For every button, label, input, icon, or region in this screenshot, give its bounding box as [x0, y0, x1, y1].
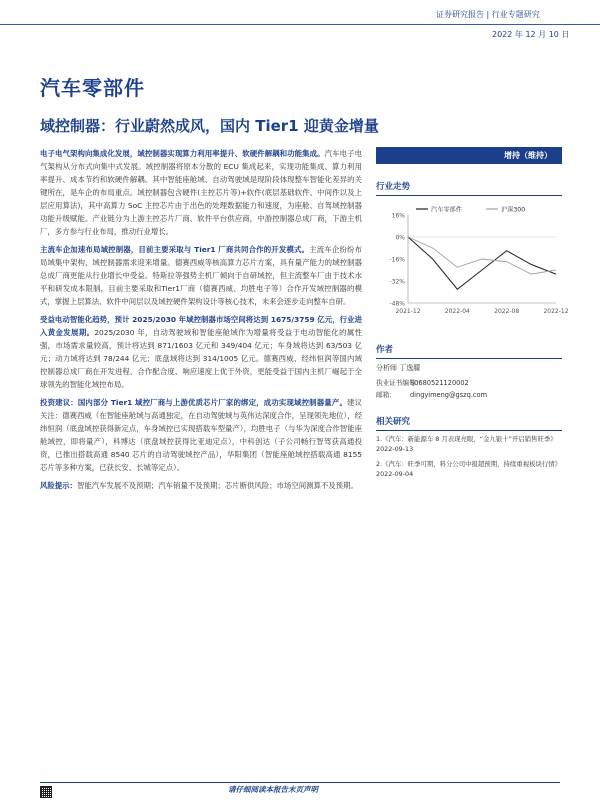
footer-disclaimer: 请仔细阅读本报告末页声明	[228, 785, 318, 794]
header-divider	[0, 24, 600, 25]
y-tick-label: -48%	[389, 300, 405, 308]
series-line-1	[408, 237, 556, 274]
related-heading: 相关研究	[376, 415, 562, 431]
paragraph-body: 汽车电子电气架构从分布式向集中式发展。域控制器将原本分散的 ECU 集成起来，实现功能集成、算力利用率提升、成本节约和软硬件解耦。其中智能座舱域、自动驾驶域是现阶段体现整车智能化差异的关键所在，是车企的布局重点。域控制器包含硬件(主控芯片等)+软件(底层基础软件、中间件以及上层应用算法)，其中高算力 SoC 主控芯片由于出色的处理数据能力和速度，为座舱、自驾域控制器功能升级赋能。产业链分为上游主控芯片厂商、软件平台供应商，中游控制器总成厂商，下游主机厂，多方参与行业布局，推动行业增长。	[40, 149, 362, 236]
report-type-header: 证券研究报告 | 行业专题研究	[436, 10, 540, 19]
related-list	[376, 434, 562, 484]
y-tick-label: -32%	[389, 278, 405, 286]
paragraph-body: 主流车企纷纷布局域集中架构，域控制器需求迎来增量。德赛西威等核高算力芯片方案，具有量产能力的域控制器总成厂商更能从行业增长中受益。特斯拉等强势主机厂倾向于自研域控，但主流整车厂由于技术水平和研发成本限制，目前主要采取和Tier1厂商（德赛西威、均胜电子等）合作开发域控制器的模式，掌握上层算法、软件中间层以及域控硬件架构设计等核心技术，未来会逐步走向整车自研。	[40, 245, 362, 306]
row-key: 邮箱：	[376, 391, 396, 399]
report-date: 2022 年 12 月 10 日	[492, 30, 570, 39]
row-key: 执业证书编号：	[376, 379, 423, 387]
x-tick-label: 2021-12	[395, 308, 421, 315]
main-body	[40, 147, 362, 497]
y-tick-label: -16%	[389, 256, 405, 264]
x-tick-label: 2022-12	[543, 308, 569, 315]
sector-title: 汽车零部件	[40, 76, 145, 100]
footer-divider	[40, 782, 560, 783]
paragraph-lead: 投资建议：国内部分 Tier1 域控厂商与上游优质芯片厂家的绑定，成功实现域控制器量产。	[40, 398, 348, 407]
y-tick-label: 0%	[395, 234, 405, 242]
related-item[interactable]: 2.《汽车：旺季可期，料分公司中报超预期，持续重视板块行情》2022-09-04	[376, 460, 562, 478]
paragraph-investment	[40, 396, 362, 474]
paragraph-lead: 电子电气架构向集成化发展，域控制器实现算力利用率提升、软硬件解耦和功能集成。	[40, 149, 325, 158]
report-title: 域控制器：行业蔚然成风，国内 Tier1 迎黄金增量	[40, 117, 379, 135]
paragraph-architecture	[40, 147, 362, 238]
paragraph-oem	[40, 243, 362, 308]
paragraph-body: 2025/2030 年，自动驾驶域和智能座舱域作为增量将受益于电动智能化的属性强，市场需求量较高，预计将达到 871/1603 亿元和 349/404 亿元；车身域将达到 63/503 亿元；动力域将达到 78/244 亿元；底盘域将达到 314/1005 亿元。德赛西威、经纬恒润等国内域控制器总成厂商在开发进程、合作配合度、响应速度上优于外资，更能受益于国内主机厂崛起于全球领先的智能化域控布局。	[40, 328, 362, 389]
paragraph-lead: 主流车企加速布局域控制器，目前主要采取与 Tier1 厂商共同合作的开发模式。	[40, 245, 310, 254]
legend-label-0: 汽车零部件	[431, 206, 462, 214]
trend-chart	[376, 203, 569, 331]
series-line-0	[408, 237, 556, 289]
paragraph-lead: 受益电动智能化趋势，预计 2025/2030 年域控制器市场空间将达到 1675/3759 亿元，行业进入黄金发展期。	[40, 315, 362, 337]
analyst-name: 分析师 丁逸朦	[376, 364, 421, 372]
x-tick-label: 2022-08	[494, 308, 520, 315]
email-row	[376, 389, 487, 399]
paragraph-body: 建议关注：德赛西威（在智能座舱域与高通独定，在自动驾驶域与英伟达深度合作，呈现领先地位），经纬恒润（底盘域控获得新定点，车身域控已实现搭载车型量产），均胜电子（与华为深度合作智能座舱域控，即将量产），科博达（底盘域控获得比亚迪定点），中科创达（子公司畅行智驾获高通投资，已推出搭载高通 8540 芯片的自动驾驶域控产品），华阳集团（智能座舱域控搭载高通 8155 芯片等多种方案，已获长安、长城等定点）。	[40, 398, 362, 472]
email-link[interactable]: dingyimeng@gszq.com	[410, 391, 488, 399]
rating-badge: 增持（维持）	[376, 147, 562, 164]
trend-heading: 行业走势	[376, 180, 562, 196]
qr-code-icon	[40, 786, 52, 798]
x-tick-label: 2022-04	[444, 308, 470, 315]
paragraph-market	[40, 313, 362, 391]
row-value: S0680521120002	[410, 379, 469, 387]
legend-label-1: 沪深300	[501, 206, 526, 214]
cert-number-row	[376, 377, 469, 387]
paragraph-body: 智能汽车发展不及预期；汽车销量不及预期；芯片断供风险；市场空间测算不及预期。	[76, 481, 358, 490]
trend-chart-svg	[376, 203, 569, 331]
sidebar	[376, 147, 569, 478]
y-tick-label: 16%	[391, 212, 405, 220]
author-heading: 作者	[376, 343, 562, 359]
paragraph-risk	[40, 479, 362, 492]
related-item[interactable]: 1.《汽车：新能源车 8 月表现亮眼，“金九银十”开启销售旺季》2022-09-13	[376, 435, 557, 453]
paragraph-lead: 风险提示：	[40, 481, 77, 490]
